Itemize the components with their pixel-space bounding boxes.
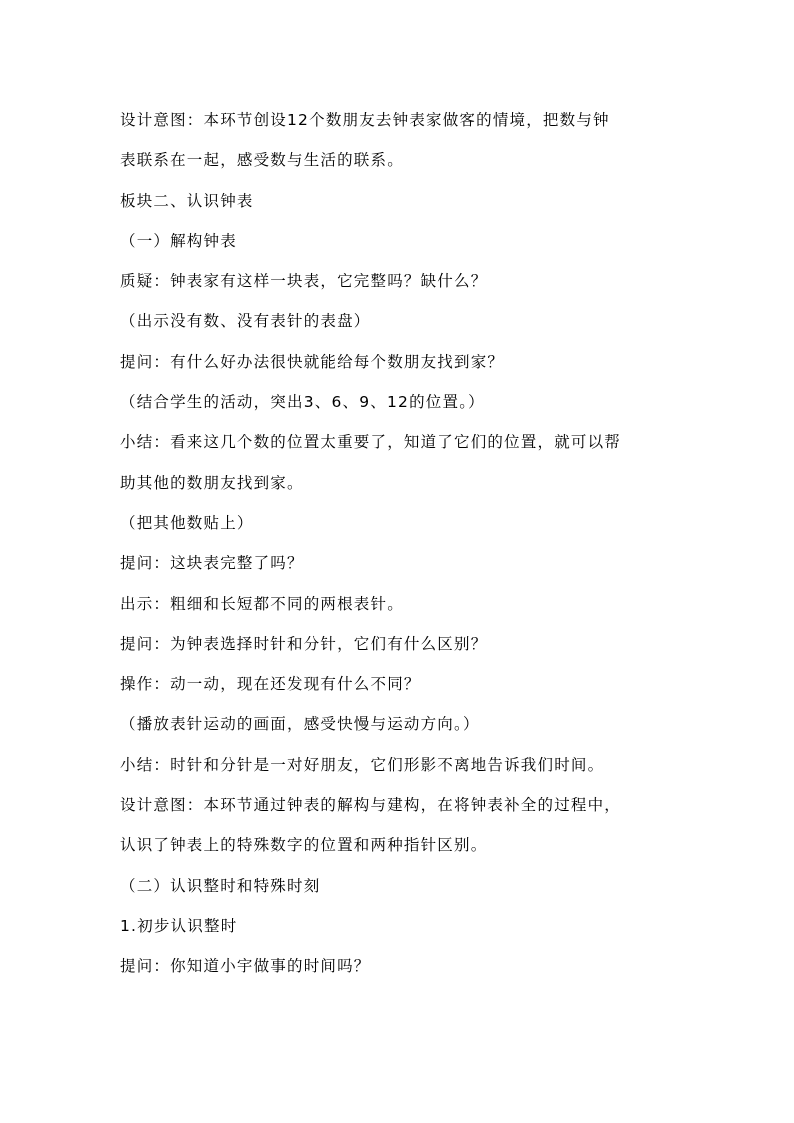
paragraph-line: （结合学生的活动，突出3、6、9、12的位置。） [120, 393, 485, 412]
paragraph-line: 小结：看来这几个数的位置太重要了，知道了它们的位置，就可以帮 [120, 433, 622, 452]
paragraph-line: 质疑：钟表家有这样一块表，它完整吗？缺什么？ [120, 272, 488, 291]
paragraph-line: （把其他数贴上） [120, 513, 254, 532]
paragraph-line: 提问：这块表完整了吗？ [120, 554, 304, 573]
paragraph-line: （播放表针运动的画面，感受快慢与运动方向。） [120, 715, 480, 734]
section-heading: 板块二、认识钟表 [120, 191, 254, 210]
subsection-heading: （二）认识整时和特殊时刻 [120, 876, 321, 895]
paragraph-line: 设计意图：本环节创设12个数朋友去钟表家做客的情境，把数与钟 [120, 111, 610, 129]
document-body [120, 100, 690, 987]
paragraph-line: 提问：有什么好办法很快就能给每个数朋友找到家？ [120, 352, 505, 371]
paragraph-line: 出示：粗细和长短都不同的两根表针。 [120, 594, 404, 613]
subsection-heading: （一）解构钟表 [120, 231, 237, 250]
paragraph-line: （出示没有数、没有表针的表盘） [120, 312, 371, 331]
paragraph-line: 助其他的数朋友找到家。 [120, 473, 304, 492]
paragraph-line: 设计意图：本环节通过钟表的解构与建构，在将钟表补全的过程中， [120, 796, 622, 815]
paragraph-line: 认识了钟表上的特殊数字的位置和两种指针区别。 [120, 836, 488, 855]
paragraph-line: 操作：动一动，现在还发现有什么不同？ [120, 675, 421, 694]
paragraph-line: 表联系在一起，感受数与生活的联系。 [120, 151, 404, 170]
paragraph-line: 提问：为钟表选择时针和分针，它们有什么区别？ [120, 634, 488, 653]
paragraph-line: 提问：你知道小宇做事的时间吗？ [120, 957, 371, 976]
numbered-heading: 1.初步认识整时 [120, 916, 238, 935]
paragraph-line: 小结：时针和分针是一对好朋友，它们形影不离地告诉我们时间。 [120, 755, 605, 774]
